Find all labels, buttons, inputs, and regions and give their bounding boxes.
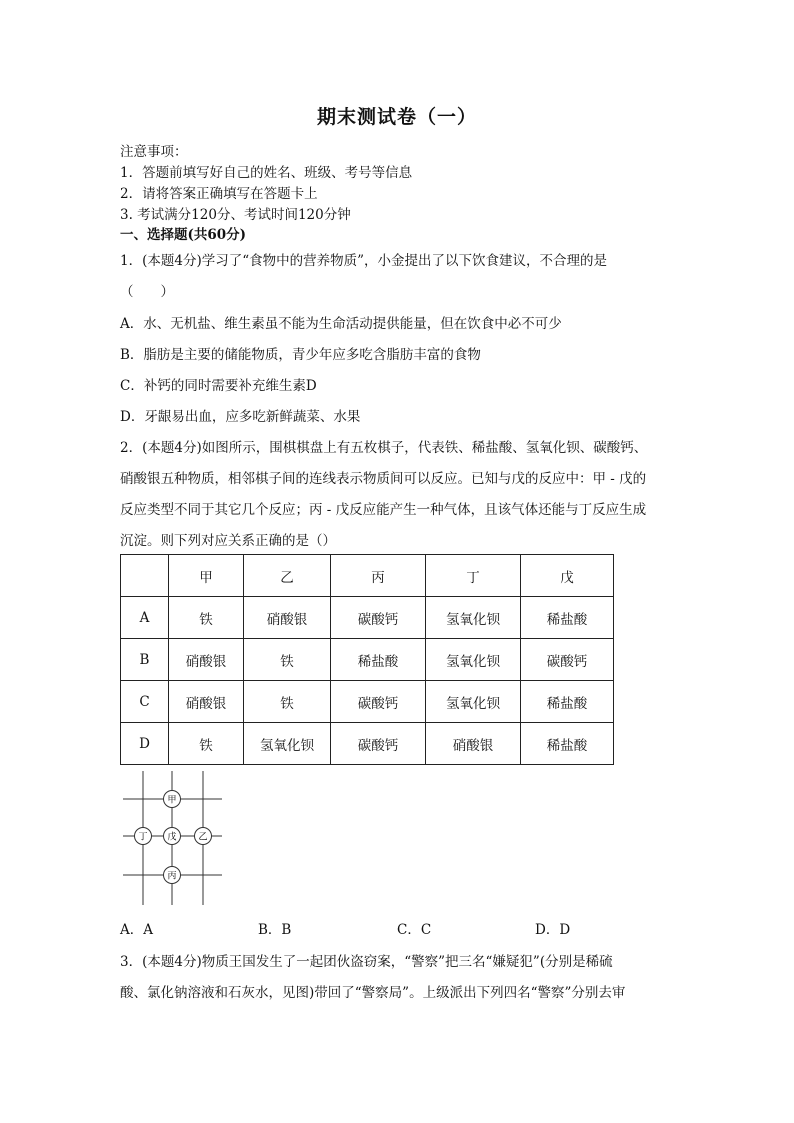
table-header-cell: 戊 xyxy=(521,555,614,597)
table-cell: 硝酸银 xyxy=(169,639,244,681)
question-1-option-b: B．脂肪是主要的储能物质，青少年应多吃含脂肪丰富的食物 xyxy=(120,347,481,363)
table-row xyxy=(121,723,614,765)
table-row xyxy=(121,639,614,681)
note-item: 1．答题前填写好自己的姓名、班级、考号等信息 xyxy=(120,165,413,181)
question-2-answer-c: C．C xyxy=(397,922,432,938)
question-1-option-a: A．水、无机盐、维生素虽不能为生命活动提供能量，但在饮食中必不可少 xyxy=(120,316,562,332)
question-2-answer-d: D．D xyxy=(535,922,571,938)
table-header-row xyxy=(121,555,614,597)
table-row xyxy=(121,681,614,723)
question-2-answer-a: A．A xyxy=(120,922,153,938)
table-cell: B xyxy=(121,639,169,681)
piece-jia xyxy=(164,791,181,808)
notes-heading: 注意事项： xyxy=(120,144,188,160)
table-cell: 氢氧化钡 xyxy=(244,723,331,765)
question-2-line: 沉淀。则下列对应关系正确的是（） xyxy=(120,533,336,549)
question-1-blank: （ ） xyxy=(120,284,174,300)
table-row xyxy=(121,597,614,639)
table-cell: 氢氧化钡 xyxy=(426,681,521,723)
piece-wu xyxy=(164,828,181,845)
piece-bing xyxy=(164,867,181,884)
table-cell: 铁 xyxy=(244,681,331,723)
answer-table xyxy=(120,554,614,765)
table-cell: 硝酸银 xyxy=(169,681,244,723)
table-header-cell: 丁 xyxy=(426,555,521,597)
table-cell: 铁 xyxy=(169,723,244,765)
question-3-line: 酸、氯化钠溶液和石灰水，见图)带回了“警察局”。上级派出下列四名“警察”分别去审 xyxy=(120,985,626,1001)
question-2-line: 反应类型不同于其它几个反应；丙 - 戊反应能产生一种气体，且该气体还能与丁反应生成 xyxy=(120,502,647,518)
piece-yi xyxy=(195,828,212,845)
piece-label: 甲 xyxy=(167,795,177,806)
table-cell: 碳酸钙 xyxy=(331,723,426,765)
go-board-diagram xyxy=(120,768,230,908)
table-header-cell: 甲 xyxy=(169,555,244,597)
table-header-cell: 丙 xyxy=(331,555,426,597)
page-title: 期末测试卷（一） xyxy=(316,106,477,128)
table-cell: 氢氧化钡 xyxy=(426,597,521,639)
section-heading: 一、选择题(共60分) xyxy=(120,227,247,243)
piece-label: 戊 xyxy=(167,832,177,843)
table-header-cell: 乙 xyxy=(244,555,331,597)
table-cell: 稀盐酸 xyxy=(521,723,614,765)
piece-ding xyxy=(135,828,152,845)
table-cell: 硝酸银 xyxy=(244,597,331,639)
table-cell: 碳酸钙 xyxy=(331,681,426,723)
table-cell: 铁 xyxy=(244,639,331,681)
question-1-stem: 1．(本题4分)学习了“食物中的营养物质”，小金提出了以下饮食建议，不合理的是 xyxy=(120,253,608,269)
piece-label: 乙 xyxy=(198,832,208,843)
question-1-option-c: C．补钙的同时需要补充维生素D xyxy=(120,378,317,394)
table-cell: 稀盐酸 xyxy=(521,681,614,723)
note-item: 3. 考试满分120分、考试时间120分钟 xyxy=(120,207,351,223)
table-cell: 碳酸钙 xyxy=(521,639,614,681)
table-cell: 稀盐酸 xyxy=(521,597,614,639)
table-cell: C xyxy=(121,681,169,723)
table-cell: 硝酸银 xyxy=(426,723,521,765)
table-cell: 铁 xyxy=(169,597,244,639)
piece-label: 丙 xyxy=(167,871,177,882)
question-2-line: 2．(本题4分)如图所示，围棋棋盘上有五枚棋子，代表铁、稀盐酸、氢氧化钡、碳酸钙、 xyxy=(120,440,648,456)
question-1-option-d: D．牙龈易出血，应多吃新鲜蔬菜、水果 xyxy=(120,409,361,425)
table-cell: A xyxy=(121,597,169,639)
table-cell: D xyxy=(121,723,169,765)
note-item: 2．请将答案正确填写在答题卡上 xyxy=(120,186,318,202)
table-cell: 碳酸钙 xyxy=(331,597,426,639)
piece-label: 丁 xyxy=(138,832,148,843)
question-2-line: 硝酸银五种物质，相邻棋子间的连线表示物质间可以反应。已知与戊的反应中：甲 - 戊的 xyxy=(120,471,647,487)
question-3-line: 3．(本题4分)物质王国发生了一起团伙盗窃案，“警察”把三名“嫌疑犯”(分别是稀硫 xyxy=(120,954,613,970)
question-2-answer-b: B．B xyxy=(258,922,292,938)
table-header-cell xyxy=(121,555,169,597)
table-cell: 稀盐酸 xyxy=(331,639,426,681)
table-cell: 氢氧化钡 xyxy=(426,639,521,681)
